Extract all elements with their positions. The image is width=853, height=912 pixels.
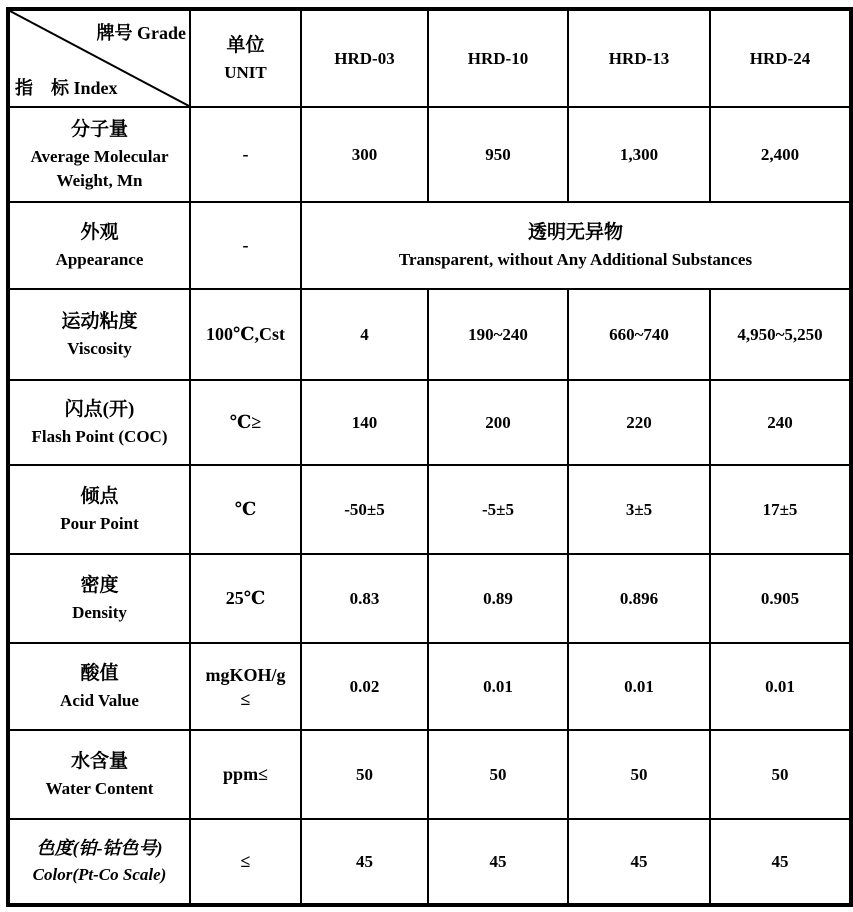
product-spec-table <box>6 7 853 907</box>
value-cell: 50 <box>710 730 851 819</box>
value-cell: 50 <box>428 730 568 819</box>
value-cell: 0.83 <box>301 554 428 643</box>
label-zh: 外观 <box>80 222 119 244</box>
label-zh: 酸值 <box>80 663 119 685</box>
label-zh: 运动粘度 <box>61 311 138 333</box>
corner-header-cell <box>8 9 190 107</box>
row-label-color <box>8 819 190 905</box>
value-cell: 190~240 <box>428 289 568 380</box>
row-label-molecular-weight <box>8 107 190 202</box>
value-cell: 4 <box>301 289 428 380</box>
unit-cell: ℃≥ <box>190 380 301 465</box>
value-cell: 200 <box>428 380 568 465</box>
value-cell: 17±5 <box>710 465 851 554</box>
unit-header-zh: 单位 <box>226 35 265 57</box>
row-density <box>8 554 851 643</box>
value-cell: 0.01 <box>428 643 568 730</box>
label-en: Water Content <box>45 778 154 798</box>
unit-cell: ≤ <box>190 819 301 905</box>
header-row <box>8 9 851 107</box>
row-label-pour-point <box>8 465 190 554</box>
value-cell: 0.89 <box>428 554 568 643</box>
value-cell: 4,950~5,250 <box>710 289 851 380</box>
corner-index-label: 指 标 Index <box>15 78 118 98</box>
value-cell: 0.01 <box>568 643 710 730</box>
value-cell: 140 <box>301 380 428 465</box>
label-zh: 密度 <box>80 575 119 597</box>
value-cell: 0.905 <box>710 554 851 643</box>
label-en: Density <box>72 602 127 622</box>
row-label-appearance <box>8 202 190 289</box>
value-cell: -50±5 <box>301 465 428 554</box>
grade-header-hrd03: HRD-03 <box>301 9 428 107</box>
label-zh: 水含量 <box>70 751 128 773</box>
corner-grade-label: 牌号 Grade <box>96 23 186 43</box>
value-cell: 50 <box>301 730 428 819</box>
value-cell: 220 <box>568 380 710 465</box>
appearance-value-zh: 透明无异物 <box>527 221 623 243</box>
row-label-water-content <box>8 730 190 819</box>
value-cell: 300 <box>301 107 428 202</box>
value-cell: 1,300 <box>568 107 710 202</box>
row-appearance <box>8 202 851 289</box>
unit-cell: 100℃,Cst <box>190 289 301 380</box>
row-acid-value <box>8 643 851 730</box>
value-cell: 240 <box>710 380 851 465</box>
row-molecular-weight <box>8 107 851 202</box>
value-cell: 660~740 <box>568 289 710 380</box>
label-en: Viscosity <box>67 338 132 358</box>
row-pour-point <box>8 465 851 554</box>
grade-header-hrd24: HRD-24 <box>710 9 851 107</box>
unit-cell: ℃ <box>190 465 301 554</box>
row-label-flash-point <box>8 380 190 465</box>
row-viscosity <box>8 289 851 380</box>
label-zh: 闪点(开) <box>64 399 135 421</box>
value-cell: 45 <box>710 819 851 905</box>
value-cell: 45 <box>428 819 568 905</box>
label-en: Average Molecular Weight, Mn <box>30 146 169 191</box>
unit-header-cell <box>190 9 301 107</box>
appearance-merged-value-cell <box>301 202 851 289</box>
grade-header-hrd10: HRD-10 <box>428 9 568 107</box>
unit-cell: - <box>190 107 301 202</box>
value-cell: -5±5 <box>428 465 568 554</box>
grade-header-hrd13: HRD-13 <box>568 9 710 107</box>
row-water-content <box>8 730 851 819</box>
unit-cell: ppm≤ <box>190 730 301 819</box>
label-zh: 分子量 <box>70 119 128 141</box>
unit-cell: mgKOH/g ≤ <box>190 643 301 730</box>
row-label-acid-value <box>8 643 190 730</box>
unit-header-en: UNIT <box>224 62 267 82</box>
row-color <box>8 819 851 905</box>
value-cell: 0.896 <box>568 554 710 643</box>
value-cell: 50 <box>568 730 710 819</box>
value-cell: 45 <box>301 819 428 905</box>
appearance-value-en: Transparent, without Any Additional Substances <box>398 250 753 270</box>
label-en: Pour Point <box>60 513 139 533</box>
label-en: Acid Value <box>60 690 139 710</box>
row-label-density <box>8 554 190 643</box>
unit-cell: - <box>190 202 301 289</box>
row-flash-point <box>8 380 851 465</box>
value-cell: 45 <box>568 819 710 905</box>
unit-cell: 25℃ <box>190 554 301 643</box>
label-en: Appearance <box>55 249 144 269</box>
value-cell: 950 <box>428 107 568 202</box>
label-en: Flash Point (COC) <box>31 426 168 446</box>
label-zh: 倾点 <box>80 486 119 508</box>
value-cell: 0.02 <box>301 643 428 730</box>
label-en: Color(Pt-Co Scale) <box>32 865 167 885</box>
value-cell: 3±5 <box>568 465 710 554</box>
value-cell: 0.01 <box>710 643 851 730</box>
value-cell: 2,400 <box>710 107 851 202</box>
label-zh: 色度(铂-钴色号) <box>36 838 163 859</box>
row-label-viscosity <box>8 289 190 380</box>
